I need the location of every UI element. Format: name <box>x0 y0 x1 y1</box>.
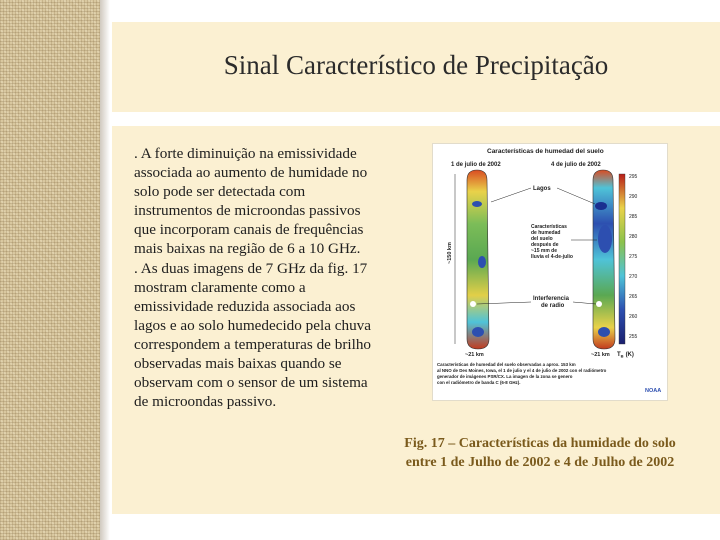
vertical-scale-label: ~150 km <box>447 242 453 264</box>
figure-caption: Fig. 17 – Características da humidade do solo entre 1 de Julho de 2002 e 4 de Julho de 2002 <box>404 436 676 470</box>
lake-mark-right-1 <box>595 202 607 210</box>
svg-text:265: 265 <box>629 294 638 300</box>
svg-text:275: 275 <box>629 254 638 260</box>
figure-header: Características de humedad del suelo <box>487 148 604 155</box>
svg-text:290: 290 <box>629 194 638 200</box>
svg-text:después de: después de <box>531 242 559 248</box>
date-right-label: 4 de julio de 2002 <box>551 162 601 168</box>
radio-mark-right <box>596 301 602 307</box>
svg-text:280: 280 <box>629 234 638 240</box>
svg-text:260: 260 <box>629 314 638 320</box>
body-text <box>134 144 384 411</box>
svg-text:del suelo: del suelo <box>531 236 553 242</box>
burlap-edge-shadow <box>100 0 110 540</box>
svg-text:con el radiómetro de banda C (: con el radiómetro de banda C (6-8 GHz). <box>437 380 521 385</box>
lake-mark-right-2 <box>598 327 610 337</box>
colorbar <box>619 174 625 344</box>
horizontal-scale-left: ~21 km <box>465 352 484 358</box>
horizontal-scale-right: ~21 km <box>591 352 610 358</box>
date-left-label: 1 de julio de 2002 <box>451 162 501 168</box>
svg-text:Características de humedad del: Características de humedad del suelo observadas a aprox. 153 km <box>437 362 576 367</box>
credit-label: NOAA <box>645 388 662 394</box>
wet-soil-mark-right <box>598 225 612 253</box>
lake-mark-left-2 <box>478 256 486 268</box>
paragraph-2: . As duas imagens de 7 GHz da fig. 17 mostram claramente como a emissividade reduzida associada aos lagos e ao solo humedecido pela chuva correspondem a temperaturas de brilho observadas mais baixas quando se observam com o sensor de um sistema de microondas passivo. <box>134 259 372 411</box>
lake-mark-left-3 <box>472 327 484 337</box>
burlap-texture-strip <box>0 0 100 540</box>
radio-mark-left <box>470 301 476 307</box>
lake-mark-left-1 <box>472 201 482 207</box>
figure-graphic <box>433 144 667 400</box>
colorbar-unit: $T_B$ (K) <box>617 352 634 359</box>
svg-text:de humedad: de humedad <box>531 230 561 236</box>
strip-july-4 <box>593 170 615 349</box>
svg-text:285: 285 <box>629 214 638 220</box>
strip-july-1 <box>467 170 489 349</box>
svg-text:Interferencia: Interferencia <box>533 296 570 302</box>
svg-text:270: 270 <box>629 274 638 280</box>
svg-text:generador de imágenes PSR/CX.: generador de imágenes PSR/CX. La imagen de la zona se genero <box>437 374 573 379</box>
paragraph-1: . A forte diminuição na emissividade associada ao aumento de humidade no solo pode ser detectada com instrumentos de microondas passivos que incorporam canais de frequências mais baixas na região de 6 a 10 GHz. <box>134 145 368 258</box>
soil-moisture-figure <box>432 143 668 401</box>
annotation-lakes: Lagos <box>533 186 551 192</box>
svg-text:295: 295 <box>629 174 638 180</box>
svg-text:Características: Características <box>531 224 567 230</box>
svg-text:al NNO de Des Moines, Iowa, el: al NNO de Des Moines, Iowa, el 1 de julio y el 4 de julio de 2002 con el radiómetro <box>437 368 607 373</box>
svg-text:~15 mm de: ~15 mm de <box>531 248 557 254</box>
colorbar-ticks <box>629 174 638 340</box>
svg-text:de radio: de radio <box>541 303 565 309</box>
svg-text:255: 255 <box>629 334 638 340</box>
svg-text:lluvia el 4-de-julio: lluvia el 4-de-julio <box>531 254 573 260</box>
slide-title: Sinal Característico de Precipitação <box>223 50 609 80</box>
